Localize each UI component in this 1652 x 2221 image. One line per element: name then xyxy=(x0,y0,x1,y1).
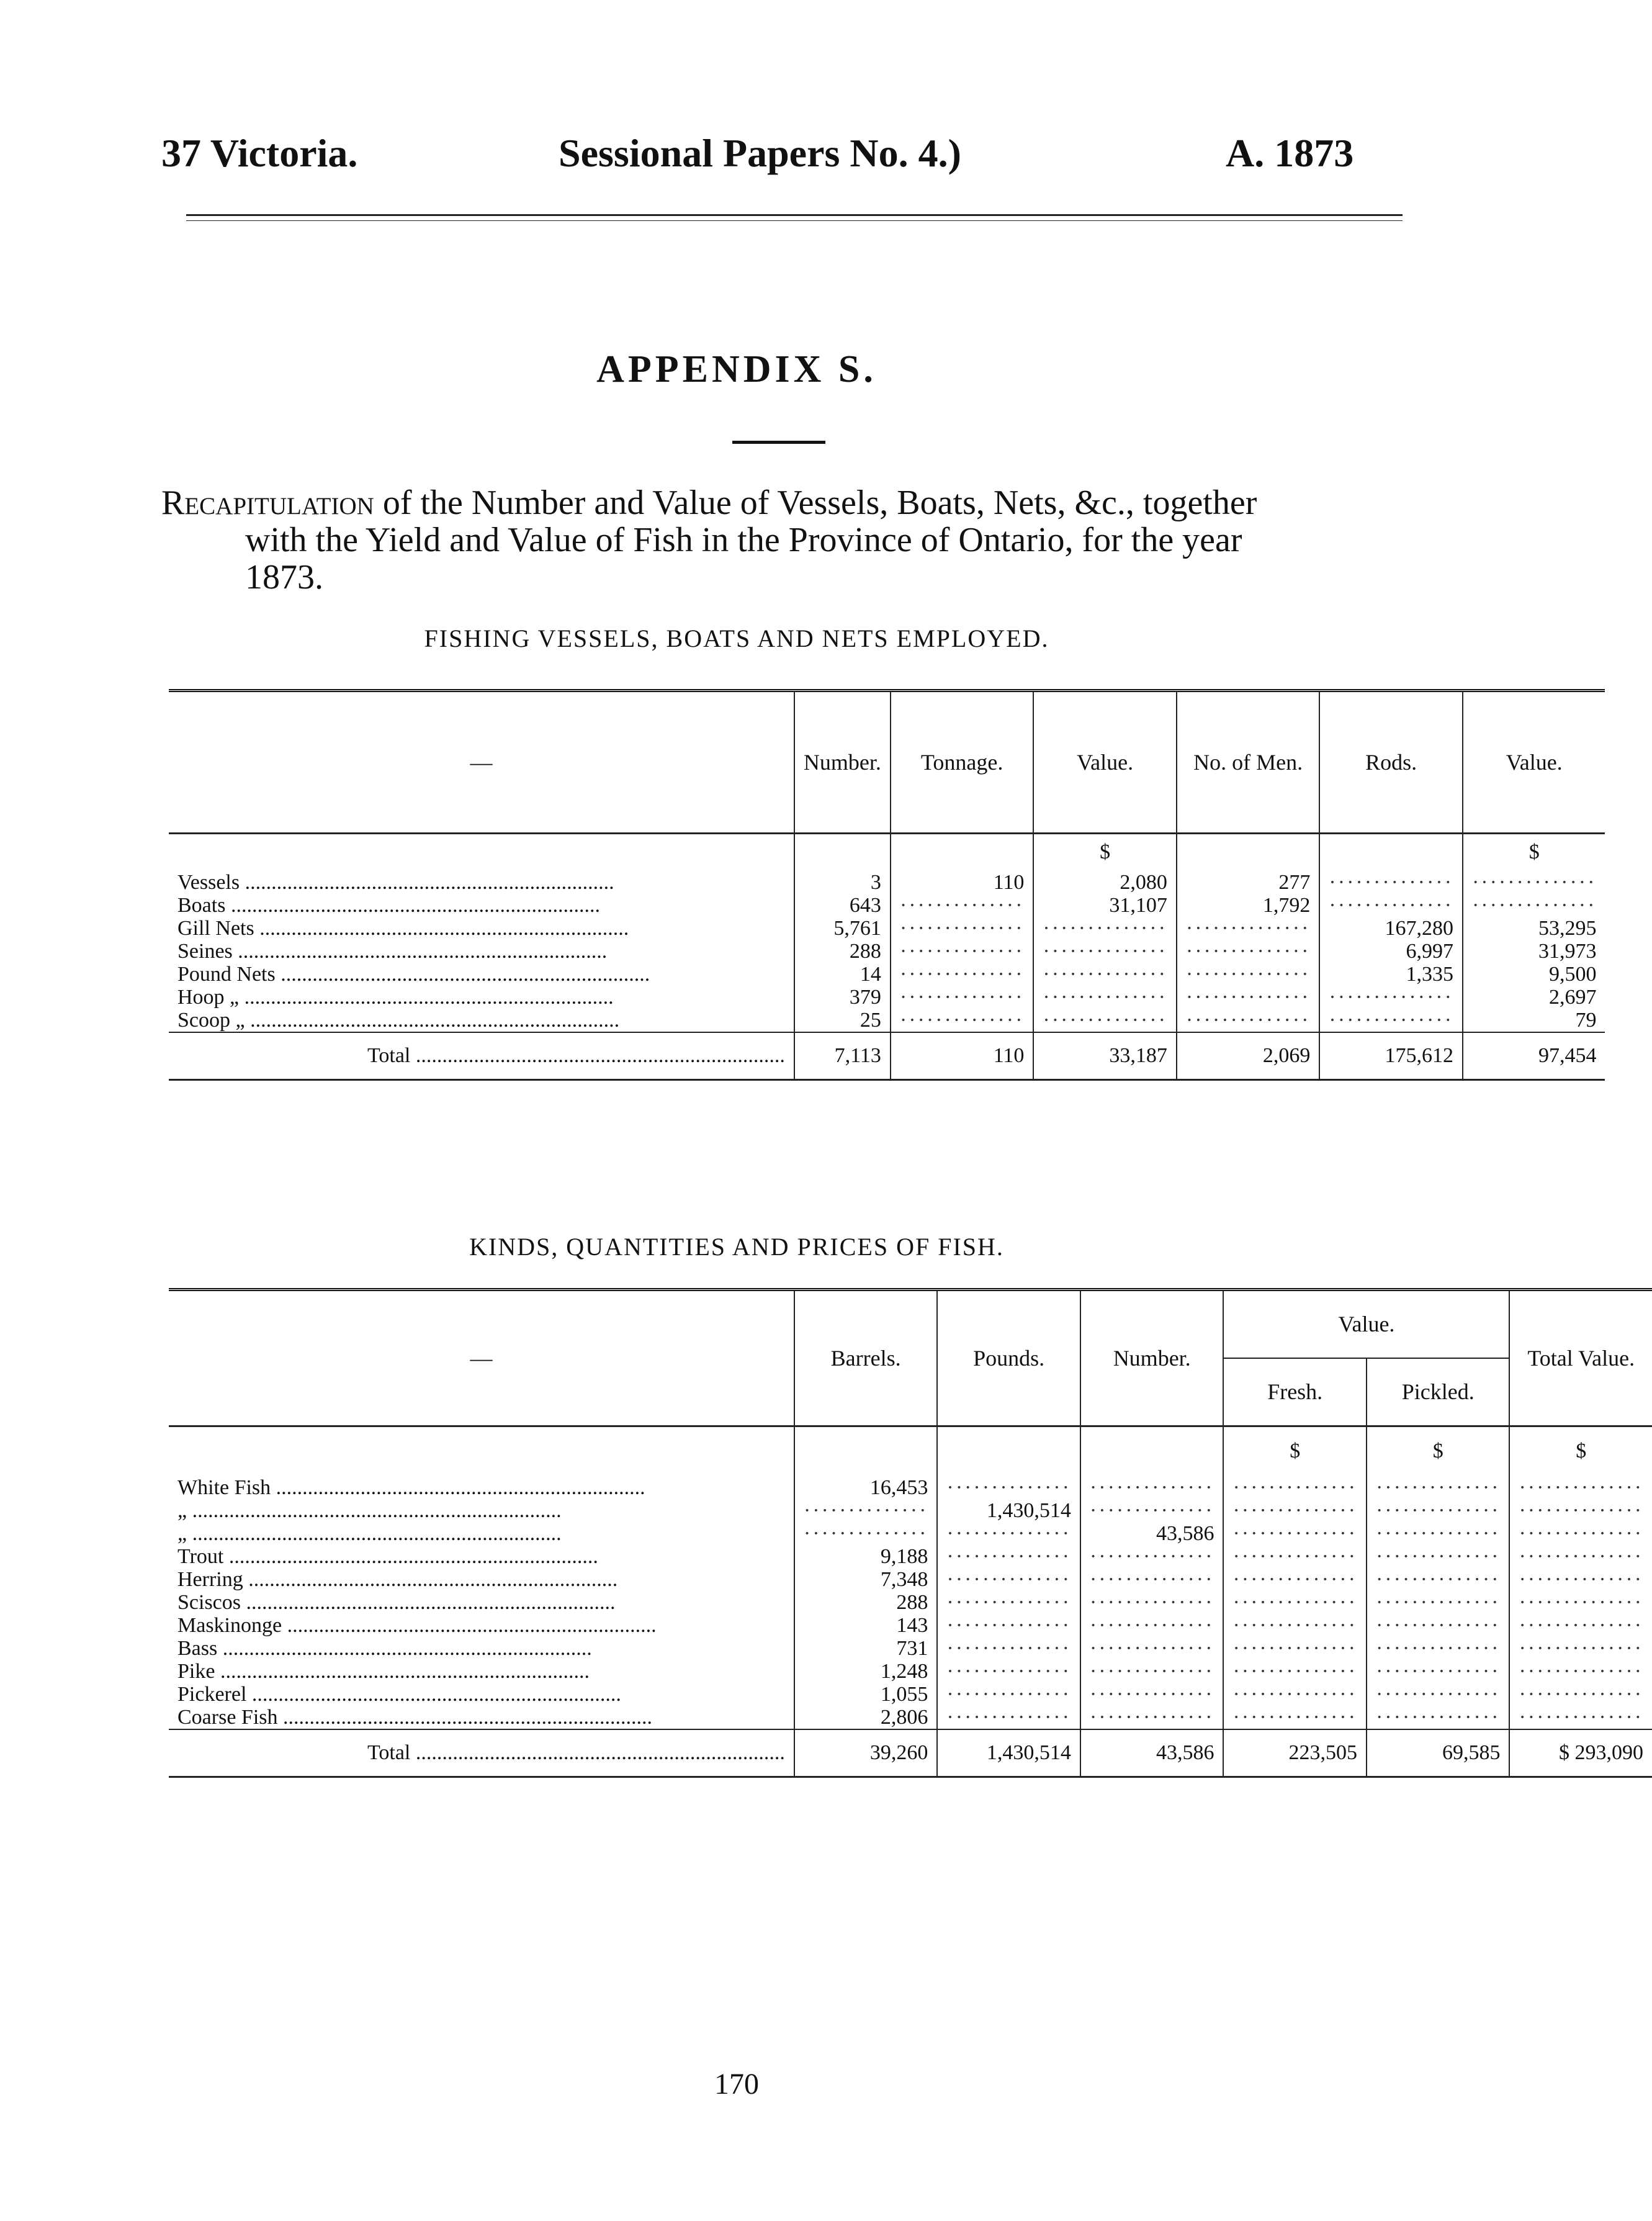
t2-empty-cell xyxy=(1509,1522,1652,1545)
fish-table xyxy=(169,1288,1652,1778)
t2-row xyxy=(169,1614,1652,1637)
t2-row xyxy=(169,1476,1652,1499)
t1-cell: 31,107 xyxy=(1033,894,1177,917)
t2-empty-cell xyxy=(1080,1614,1224,1637)
t1-cell: 6,997 xyxy=(1319,940,1463,963)
t2-total-row xyxy=(169,1729,1652,1777)
t1-cell: 288 xyxy=(794,940,891,963)
dot-leader: ·············· xyxy=(946,1613,1071,1637)
dot-leader: ·············· xyxy=(803,1521,928,1545)
t1-empty-cell xyxy=(1177,940,1320,963)
t2-header-total-value: Total Value. xyxy=(1509,1290,1652,1426)
t1-empty-cell xyxy=(1463,894,1605,917)
t2-empty-cell xyxy=(1367,1545,1510,1568)
t2-empty-cell xyxy=(1223,1499,1367,1522)
t2-empty-cell xyxy=(1223,1545,1367,1568)
t1-empty-cell xyxy=(1033,986,1177,1009)
t2-currency: $ xyxy=(1509,1426,1652,1476)
t2-empty-cell xyxy=(1367,1476,1510,1499)
t1-empty-cell xyxy=(1463,871,1605,894)
t1-cell: 2,697 xyxy=(1463,986,1605,1009)
dot-leader: ·············· xyxy=(1232,1567,1357,1591)
t2-empty-cell xyxy=(1223,1591,1367,1614)
t2-empty-cell xyxy=(1509,1614,1652,1637)
t2-empty-cell xyxy=(937,1591,1080,1614)
t1-empty-cell xyxy=(1033,1009,1177,1032)
t2-empty-cell xyxy=(1223,1637,1367,1660)
t1-empty-cell xyxy=(1319,894,1463,917)
t2-empty-cell xyxy=(937,1545,1080,1568)
t2-empty-cell xyxy=(937,1568,1080,1591)
t1-cell: 1,792 xyxy=(1177,894,1320,917)
t2-header-number: Number. xyxy=(1080,1290,1224,1426)
t1-total-cell: 2,069 xyxy=(1177,1032,1320,1080)
recapitulation-paragraph xyxy=(161,484,1396,596)
dot-leader: ·············· xyxy=(899,893,1025,917)
t1-total-cell: 7,113 xyxy=(794,1032,891,1080)
dot-leader: ·············· xyxy=(803,1498,928,1522)
t2-empty-cell xyxy=(1080,1683,1224,1706)
dot-leader: ·············· xyxy=(1471,870,1597,894)
dot-leader: ·············· xyxy=(946,1636,1071,1660)
table2-title: KINDS, QUANTITIES AND PRICES OF FISH. xyxy=(469,1233,1004,1261)
t1-cell: 3 xyxy=(794,871,891,894)
t2-empty-cell xyxy=(1223,1568,1367,1591)
dot-leader: ·············· xyxy=(899,962,1025,986)
dot-leader: ·············· xyxy=(1519,1498,1643,1522)
dot-leader: ·············· xyxy=(946,1521,1071,1545)
t1-empty-cell xyxy=(891,940,1034,963)
t1-total-cell: 97,454 xyxy=(1463,1032,1605,1080)
t2-empty-cell xyxy=(1080,1591,1224,1614)
dot-leader: ·············· xyxy=(946,1567,1071,1591)
dot-leader: ·············· xyxy=(1043,916,1167,940)
t1-empty-cell xyxy=(891,894,1034,917)
dot-leader: ·············· xyxy=(1329,893,1453,917)
t1-currency-row xyxy=(169,834,1605,871)
header-left: 37 Victoria. xyxy=(161,131,358,175)
t2-empty-cell xyxy=(937,1706,1080,1729)
t1-cell: 1,335 xyxy=(1319,963,1463,986)
t2-empty-cell xyxy=(1509,1660,1652,1683)
t2-empty-cell xyxy=(1367,1706,1510,1729)
header-center: Sessional Papers No. 4.) xyxy=(559,131,961,175)
t1-cell: 9,500 xyxy=(1463,963,1605,986)
t2-total-cell: 43,586 xyxy=(1080,1729,1224,1777)
t2-row-label: Trout ..... xyxy=(169,1545,794,1568)
t2-header-pounds: Pounds. xyxy=(937,1290,1080,1426)
t2-empty-cell xyxy=(937,1522,1080,1545)
t1-cell: 25 xyxy=(794,1009,891,1032)
dot-leader: ·············· xyxy=(1232,1498,1357,1522)
t1-total-cell: 175,612 xyxy=(1319,1032,1463,1080)
dot-leader: ·············· xyxy=(1043,962,1167,986)
t2-row xyxy=(169,1591,1652,1614)
t2-row-label: „ ..... xyxy=(169,1499,794,1522)
t1-cell: 643 xyxy=(794,894,891,917)
t2-empty-cell xyxy=(1509,1591,1652,1614)
t2-empty-cell xyxy=(1223,1706,1367,1729)
t1-row-label: Pound Nets ..... xyxy=(169,963,794,986)
t2-empty-cell xyxy=(1080,1545,1224,1568)
dot-leader: ·············· xyxy=(1471,893,1597,917)
recap-line2: with the Yield and Value of Fish in the Province of Ontario, for the year xyxy=(245,521,1242,559)
t1-empty-cell xyxy=(1177,917,1320,940)
dot-leader: ·············· xyxy=(1232,1705,1357,1729)
dot-leader: ·············· xyxy=(1232,1544,1357,1568)
t2-cell: 143 xyxy=(794,1614,938,1637)
t1-cell: 14 xyxy=(794,963,891,986)
recap-lead: Recapitulation xyxy=(161,484,374,522)
t2-total-cell: $ 293,090 xyxy=(1509,1729,1652,1777)
dot-leader: ·············· xyxy=(946,1544,1071,1568)
t1-header-dash: — xyxy=(470,750,493,775)
dot-leader: ·············· xyxy=(1519,1636,1643,1660)
t2-empty-cell xyxy=(1223,1660,1367,1683)
dot-leader: ·············· xyxy=(1375,1705,1501,1729)
t2-row-label: White Fish ..... xyxy=(169,1476,794,1499)
t1-total-label: Total ..... xyxy=(169,1032,794,1080)
dot-leader: ·············· xyxy=(1043,1008,1167,1032)
t2-cell: 288 xyxy=(794,1591,938,1614)
dot-leader: ·············· xyxy=(1232,1659,1357,1683)
t2-empty-cell xyxy=(1509,1706,1652,1729)
dot-leader: ·············· xyxy=(1089,1636,1214,1660)
t2-empty-cell xyxy=(794,1499,938,1522)
dot-leader: ·············· xyxy=(1089,1498,1214,1522)
t1-cell: 79 xyxy=(1463,1009,1605,1032)
dot-leader: ·············· xyxy=(1089,1475,1214,1499)
t1-empty-cell xyxy=(1319,986,1463,1009)
dot-leader: ·············· xyxy=(899,939,1025,963)
dot-leader: ·············· xyxy=(1232,1613,1357,1637)
dot-leader: ·············· xyxy=(1185,939,1311,963)
t2-empty-cell xyxy=(1509,1637,1652,1660)
t2-cell: 2,806 xyxy=(794,1706,938,1729)
t2-row xyxy=(169,1568,1652,1591)
t1-cell: 277 xyxy=(1177,871,1320,894)
t2-empty-cell xyxy=(937,1660,1080,1683)
dot-leader: ·············· xyxy=(1519,1544,1643,1568)
t2-total-cell: 69,585 xyxy=(1367,1729,1510,1777)
t1-empty-cell xyxy=(1177,963,1320,986)
t2-total-cell: 39,260 xyxy=(794,1729,938,1777)
t1-empty-cell xyxy=(1177,1009,1320,1032)
t2-empty-cell xyxy=(1367,1499,1510,1522)
t2-currency-row xyxy=(169,1426,1652,1476)
dot-leader: ·············· xyxy=(1519,1613,1643,1637)
dot-leader: ·············· xyxy=(1089,1590,1214,1614)
t1-row xyxy=(169,986,1605,1009)
dot-leader: ·············· xyxy=(1185,962,1311,986)
t2-empty-cell xyxy=(1367,1683,1510,1706)
dot-leader: ·············· xyxy=(1375,1498,1501,1522)
t2-empty-cell xyxy=(1509,1568,1652,1591)
t1-header-men: No. of Men. xyxy=(1177,691,1320,834)
t2-row xyxy=(169,1545,1652,1568)
t2-row-label: Pickerel ..... xyxy=(169,1683,794,1706)
t1-empty-cell xyxy=(891,917,1034,940)
t1-empty-cell xyxy=(1033,917,1177,940)
t2-total-label: Total ..... xyxy=(169,1729,794,1777)
t2-header-value: Value. xyxy=(1223,1290,1509,1358)
t2-row-label: Pike ..... xyxy=(169,1660,794,1683)
dot-leader: ·············· xyxy=(946,1590,1071,1614)
dot-leader: ·············· xyxy=(1375,1613,1501,1637)
t2-empty-cell xyxy=(1080,1499,1224,1522)
dot-leader: ·············· xyxy=(1519,1590,1643,1614)
t2-empty-cell xyxy=(1080,1637,1224,1660)
t1-cell: 2,080 xyxy=(1033,871,1177,894)
t1-row-label: Boats ..... xyxy=(169,894,794,917)
dot-leader: ·············· xyxy=(899,1008,1025,1032)
dot-leader: ·············· xyxy=(1089,1705,1214,1729)
t1-empty-cell xyxy=(1177,986,1320,1009)
dot-leader: ·············· xyxy=(946,1705,1071,1729)
t1-cell: 110 xyxy=(891,871,1034,894)
t2-empty-cell xyxy=(1367,1568,1510,1591)
t2-header-pickled: Pickled. xyxy=(1367,1358,1510,1426)
t1-empty-cell xyxy=(1033,940,1177,963)
t2-empty-cell xyxy=(1223,1522,1367,1545)
title-rule xyxy=(732,441,825,444)
t2-empty-cell xyxy=(1509,1499,1652,1522)
dot-leader: ·············· xyxy=(946,1475,1071,1499)
t1-total-cell: 33,187 xyxy=(1033,1032,1177,1080)
dot-leader: ·············· xyxy=(1232,1682,1357,1706)
t1-row xyxy=(169,940,1605,963)
t2-row-label: Maskinonge ..... xyxy=(169,1614,794,1637)
t1-total-cell: 110 xyxy=(891,1032,1034,1080)
t2-empty-cell xyxy=(1080,1660,1224,1683)
t1-header-rods: Rods. xyxy=(1319,691,1463,834)
t2-row xyxy=(169,1660,1652,1683)
t2-empty-cell xyxy=(1367,1660,1510,1683)
dot-leader: ·············· xyxy=(1375,1544,1501,1568)
dot-leader: ·············· xyxy=(1089,1567,1214,1591)
t1-header-tonnage: Tonnage. xyxy=(891,691,1034,834)
t2-cell: 1,055 xyxy=(794,1683,938,1706)
dot-leader: ·············· xyxy=(1043,939,1167,963)
dot-leader: ·············· xyxy=(1232,1636,1357,1660)
t1-cell: 5,761 xyxy=(794,917,891,940)
dot-leader: ·············· xyxy=(946,1659,1071,1683)
t2-row-label: „ ..... xyxy=(169,1522,794,1545)
t2-empty-cell xyxy=(1080,1706,1224,1729)
t2-empty-cell xyxy=(1080,1476,1224,1499)
dot-leader: ·············· xyxy=(946,1682,1071,1706)
t1-cell: 379 xyxy=(794,986,891,1009)
t1-currency: $ xyxy=(1033,834,1177,871)
t2-row xyxy=(169,1637,1652,1660)
t2-row-label: Herring ..... xyxy=(169,1568,794,1591)
t2-header-fresh: Fresh. xyxy=(1223,1358,1367,1426)
t2-cell: 43,586 xyxy=(1080,1522,1224,1545)
dot-leader: ·············· xyxy=(1232,1521,1357,1545)
page-number: 170 xyxy=(714,2068,759,2101)
appendix-title: APPENDIX S. xyxy=(596,348,877,390)
t2-row-label: Coarse Fish ..... xyxy=(169,1706,794,1729)
t1-empty-cell xyxy=(1319,871,1463,894)
t1-row xyxy=(169,894,1605,917)
recap-line1: of the Number and Value of Vessels, Boats, Nets, &c., together xyxy=(374,484,1257,522)
dot-leader: ·············· xyxy=(1519,1475,1643,1499)
dot-leader: ·············· xyxy=(1519,1659,1643,1683)
t1-row-label: Scoop „ ..... xyxy=(169,1009,794,1032)
t2-empty-cell xyxy=(1509,1545,1652,1568)
t1-cell: 167,280 xyxy=(1319,917,1463,940)
t1-cell: 31,973 xyxy=(1463,940,1605,963)
dot-leader: ·············· xyxy=(1519,1521,1643,1545)
t1-row xyxy=(169,917,1605,940)
header-rule-thin xyxy=(186,220,1403,221)
t1-header-value2: Value. xyxy=(1463,691,1605,834)
t1-header-number: Number. xyxy=(794,691,891,834)
header-rule xyxy=(186,214,1403,216)
recap-line3: 1873. xyxy=(245,558,323,597)
dot-leader: ·············· xyxy=(1329,985,1453,1009)
t2-empty-cell xyxy=(1367,1522,1510,1545)
t1-empty-cell xyxy=(891,986,1034,1009)
dot-leader: ·············· xyxy=(1375,1567,1501,1591)
dot-leader: ·············· xyxy=(1089,1544,1214,1568)
t2-empty-cell xyxy=(937,1683,1080,1706)
t2-empty-cell xyxy=(1367,1637,1510,1660)
t2-empty-cell xyxy=(937,1614,1080,1637)
dot-leader: ·············· xyxy=(1519,1705,1643,1729)
vessels-table xyxy=(169,689,1605,1081)
dot-leader: ·············· xyxy=(1375,1590,1501,1614)
dot-leader: ·············· xyxy=(1375,1475,1501,1499)
header-right: A. 1873 xyxy=(1226,131,1354,175)
t2-row xyxy=(169,1706,1652,1729)
t2-cell: 1,430,514 xyxy=(937,1499,1080,1522)
dot-leader: ·············· xyxy=(1089,1613,1214,1637)
dot-leader: ·············· xyxy=(1329,870,1453,894)
dot-leader: ·············· xyxy=(1089,1659,1214,1683)
t2-header-barrels: Barrels. xyxy=(794,1290,938,1426)
t2-row-label: Sciscos ..... xyxy=(169,1591,794,1614)
dot-leader: ·············· xyxy=(1375,1682,1501,1706)
t2-cell: 9,188 xyxy=(794,1545,938,1568)
t1-empty-cell xyxy=(891,1009,1034,1032)
dot-leader: ·············· xyxy=(1375,1636,1501,1660)
dot-leader: ·············· xyxy=(1329,1008,1453,1032)
t2-empty-cell xyxy=(1223,1614,1367,1637)
t1-row-label: Vessels ..... xyxy=(169,871,794,894)
t1-total-row xyxy=(169,1032,1605,1080)
dot-leader: ·············· xyxy=(1375,1521,1501,1545)
t2-empty-cell xyxy=(1509,1683,1652,1706)
t2-cell: 16,453 xyxy=(794,1476,938,1499)
t1-row xyxy=(169,871,1605,894)
dot-leader: ·············· xyxy=(1375,1659,1501,1683)
t2-cell: 7,348 xyxy=(794,1568,938,1591)
dot-leader: ·············· xyxy=(899,916,1025,940)
dot-leader: ·············· xyxy=(1043,985,1167,1009)
t1-row xyxy=(169,963,1605,986)
t2-header-dash: — xyxy=(470,1346,493,1371)
t1-row-label: Gill Nets ..... xyxy=(169,917,794,940)
t1-empty-cell xyxy=(1033,963,1177,986)
t1-empty-cell xyxy=(891,963,1034,986)
t1-row xyxy=(169,1009,1605,1032)
t1-header-value: Value. xyxy=(1033,691,1177,834)
dot-leader: ·············· xyxy=(1185,1008,1311,1032)
dot-leader: ·············· xyxy=(1519,1567,1643,1591)
t2-row xyxy=(169,1522,1652,1545)
t1-cell: 53,295 xyxy=(1463,917,1605,940)
t2-empty-cell xyxy=(1509,1476,1652,1499)
table1-title: FISHING VESSELS, BOATS AND NETS EMPLOYED. xyxy=(424,624,1049,652)
t2-empty-cell xyxy=(1080,1568,1224,1591)
t2-empty-cell xyxy=(1223,1683,1367,1706)
t2-row xyxy=(169,1683,1652,1706)
t2-empty-cell xyxy=(1223,1476,1367,1499)
t2-currency: $ xyxy=(1223,1426,1367,1476)
t2-currency: $ xyxy=(1367,1426,1510,1476)
dot-leader: ·············· xyxy=(1089,1682,1214,1706)
t1-row-label: Seines ..... xyxy=(169,940,794,963)
dot-leader: ·············· xyxy=(1185,916,1311,940)
t2-empty-cell xyxy=(1367,1614,1510,1637)
t2-row-label: Bass ..... xyxy=(169,1637,794,1660)
dot-leader: ·············· xyxy=(1185,985,1311,1009)
t2-total-cell: 223,505 xyxy=(1223,1729,1367,1777)
t1-row-label: Hoop „ ..... xyxy=(169,986,794,1009)
t2-total-cell: 1,430,514 xyxy=(937,1729,1080,1777)
dot-leader: ·············· xyxy=(899,985,1025,1009)
t2-row xyxy=(169,1499,1652,1522)
t2-cell: 1,248 xyxy=(794,1660,938,1683)
t2-cell: 731 xyxy=(794,1637,938,1660)
t1-currency: $ xyxy=(1463,834,1605,871)
dot-leader: ·············· xyxy=(1519,1682,1643,1706)
t1-empty-cell xyxy=(1319,1009,1463,1032)
dot-leader: ·············· xyxy=(1232,1590,1357,1614)
t2-empty-cell xyxy=(937,1637,1080,1660)
dot-leader: ·············· xyxy=(1232,1475,1357,1499)
t2-empty-cell xyxy=(1367,1591,1510,1614)
t2-empty-cell xyxy=(794,1522,938,1545)
t2-empty-cell xyxy=(937,1476,1080,1499)
